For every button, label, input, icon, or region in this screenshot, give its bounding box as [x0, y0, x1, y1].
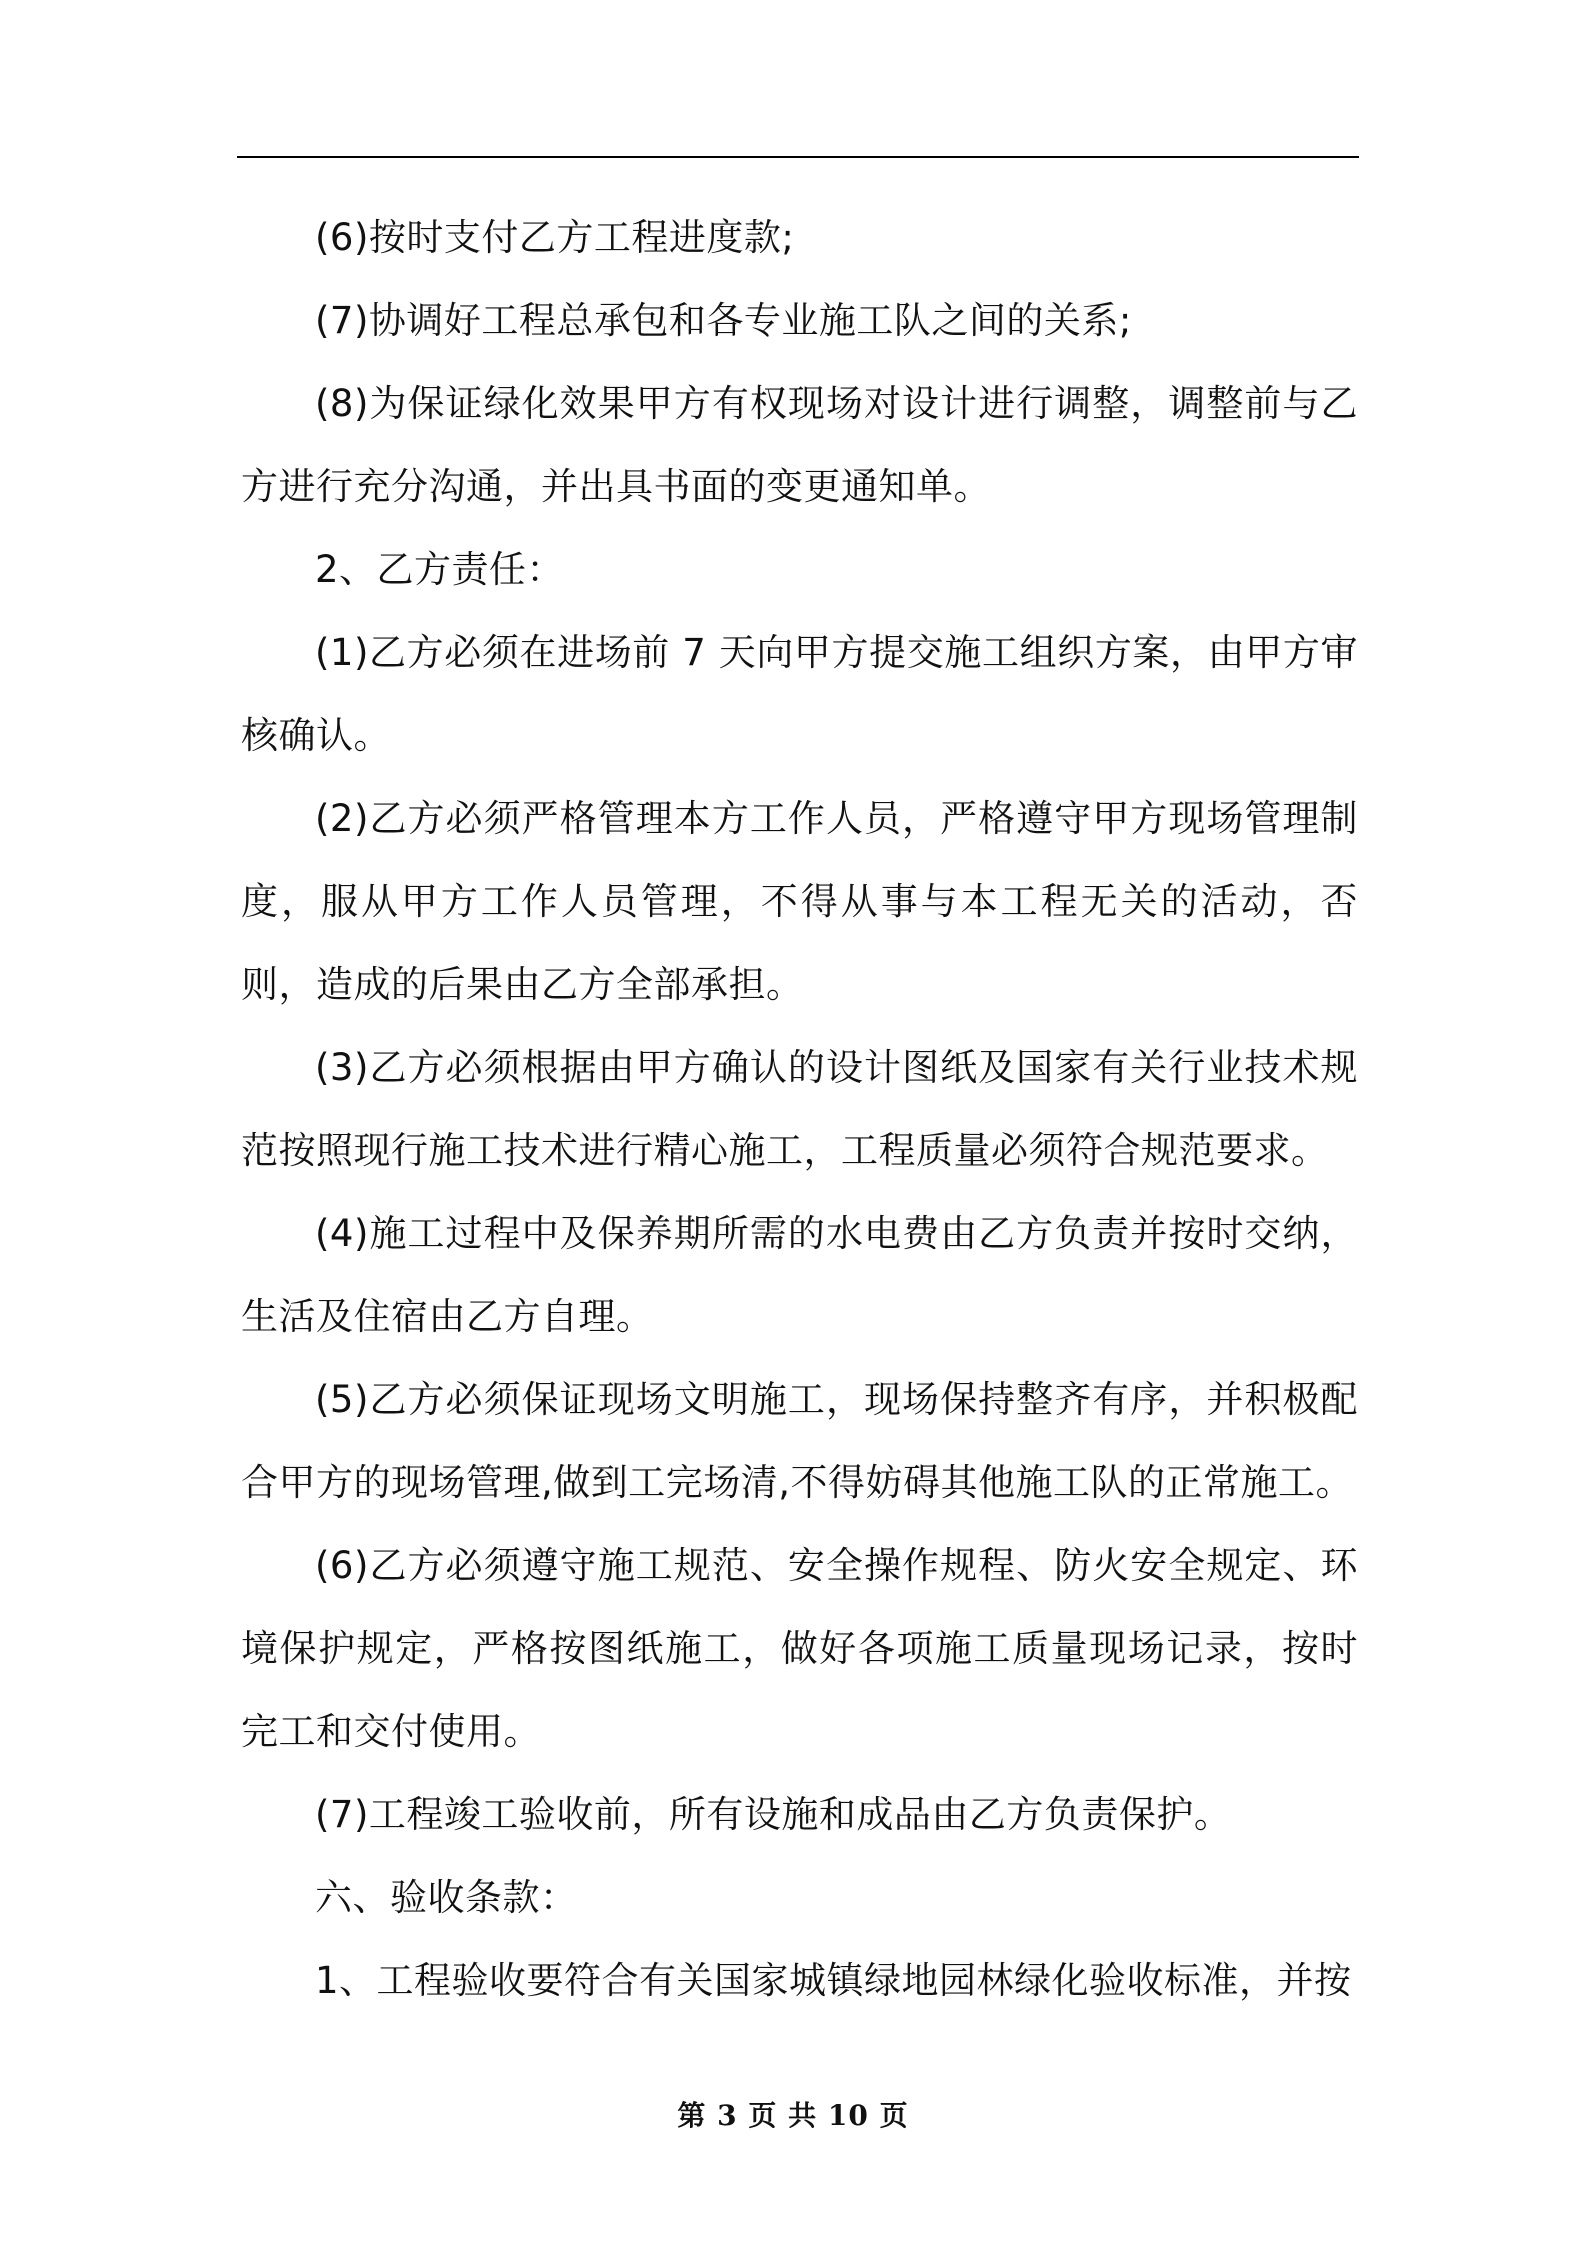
- paragraph-9: (5)乙方必须保证现场文明施工，现场保持整齐有序，并积极配合甲方的现场管理,做到工完场清,不得妨碍其他施工队的正常施工。: [241, 1378, 1358, 1504]
- paragraph-6: (2)乙方必须严格管理本方工作人员，严格遵守甲方现场管理制度，服从甲方工作人员管理，不得从事与本工程无关的活动，否则，造成的后果由乙方全部承担。: [241, 797, 1358, 1006]
- paragraph-2: (7)协调好工程总承包和各专业施工队之间的关系;: [315, 299, 1132, 342]
- header-rule: [237, 156, 1359, 158]
- paragraph-11: (7)工程竣工验收前，所有设施和成品由乙方负责保护。: [315, 1793, 1232, 1836]
- section-heading-acceptance: 六、验收条款：: [315, 1876, 578, 1919]
- document-body: [241, 196, 1358, 2022]
- paragraph-10: (6)乙方必须遵守施工规范、安全操作规程、防火安全规定、环境保护规定，严格按图纸施工，做好各项施工质量现场记录，按时完工和交付使用。: [241, 1544, 1358, 1753]
- paragraph-13: 1、工程验收要符合有关国家城镇绿地园林绿化验收标准，并按: [315, 1959, 1352, 2002]
- paragraph-1: (6)按时支付乙方工程进度款;: [315, 216, 795, 259]
- paragraph-7: (3)乙方必须根据由甲方确认的设计图纸及国家有关行业技术规范按照现行施工技术进行精心施工，工程质量必须符合规范要求。: [241, 1046, 1358, 1172]
- paragraph-3: (8)为保证绿化效果甲方有权现场对设计进行调整，调整前与乙方进行充分沟通，并出具书面的变更通知单。: [241, 382, 1358, 508]
- paragraph-8: (4)施工过程中及保养期所需的水电费由乙方负责并按时交纳，生活及住宿由乙方自理。: [241, 1212, 1358, 1338]
- paragraph-5: (1)乙方必须在进场前 7 天向甲方提交施工组织方案，由甲方审核确认。: [241, 631, 1358, 757]
- section-heading-party-b-duties: 2、乙方责任：: [315, 548, 565, 591]
- page-number: 第 3 页 共 10 页: [677, 2099, 909, 2132]
